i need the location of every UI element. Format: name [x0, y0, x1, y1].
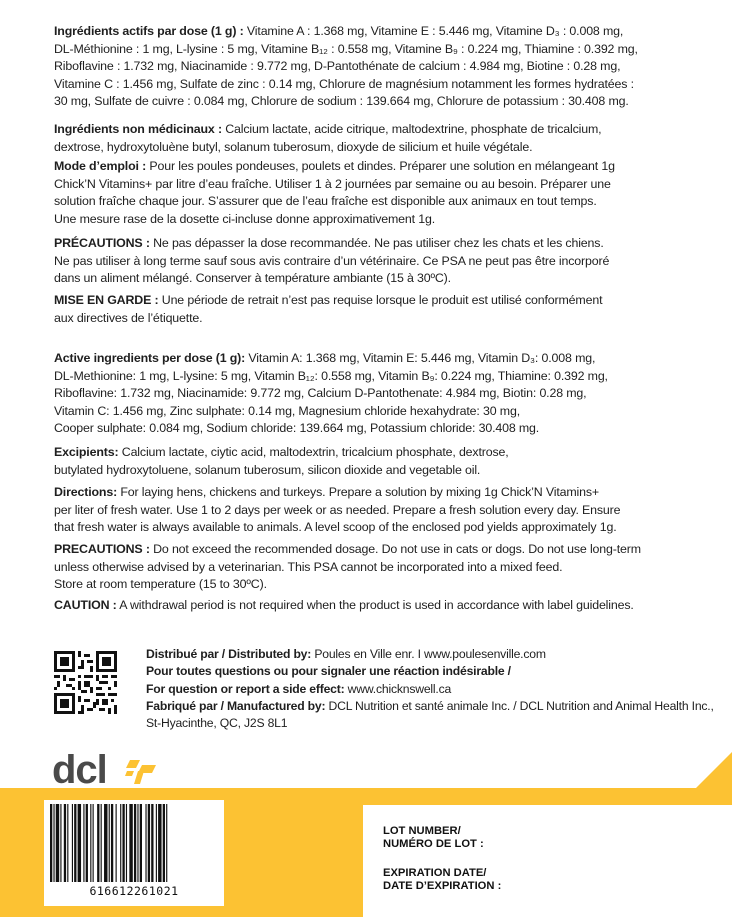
distribution-info	[146, 646, 721, 732]
dcl-logo-text: dcl	[52, 748, 107, 792]
en-dir-line-1: For laying hens, chickens and turkeys. Prepare a solution by mixing 1g Chick’N Vitamins+	[120, 485, 600, 499]
barcode-bar	[137, 804, 138, 882]
barcode-bar	[145, 804, 146, 882]
en-caut-line-1: A withdrawal period is not required when the product is used in accordance with label guidelines.	[119, 598, 634, 612]
barcode-bar	[90, 804, 91, 882]
fr-mise-label: MISE EN GARDE :	[54, 293, 159, 307]
barcode-bar	[50, 804, 52, 882]
fr-mode-line-1: Pour les poules pondeuses, poulets et dindes. Préparer une solution en mélangeant 1g	[149, 159, 615, 173]
en-prec-line-2: unless otherwise advised by a veterinarian. This PSA cannot be incorporated into a mixed feed.	[54, 559, 563, 574]
en-active-line-3: Riboflavine: 1.732 mg, Niacinamide: 9.772 mg, Calcium D-Pantothenate: 4.984 mg, Biotin: 0.28 mg,	[54, 386, 587, 401]
barcode-bar	[56, 804, 59, 882]
en-active-line-1: Vitamin A: 1.368 mg, Vitamin E: 5.446 mg, Vitamin D₃: 0.008 mg,	[248, 351, 596, 365]
fr-mode-line-4: Une mesure rase de la dosette ci-incluse donne approximativement 1g.	[54, 211, 436, 226]
fr-active-line-3: Riboflavine : 1.732 mg, Niacinamide : 9.772 mg, D-Pantothénate de calcium : 4.984 mg, Biotine : 0.28 mg,	[54, 59, 621, 74]
fr-active-line-5: 30 mg, Sulfate de cuivre : 0.084 mg, Chlorure de sodium : 139.664 mg, Chlorure de potassium : 30.408 mg.	[54, 94, 629, 109]
barcode-bar	[60, 804, 61, 882]
question-en-label: For question or report a side effect:	[146, 681, 345, 696]
en-excipients	[54, 444, 674, 479]
lot-number-label-fr: NUMÉRO DE LOT :	[383, 838, 484, 850]
barcode-bar	[93, 804, 94, 882]
barcode-bar	[78, 804, 81, 882]
fr-prec-line-1: Ne pas dépasser la dose recommandée. Ne pas utiliser chez les chats et les chiens.	[153, 236, 604, 250]
fr-mode-line-2: Chick’N Vitamins+ par litre d’eau fraîche. Utiliser 1 à 2 journées par semaine ou au besoin. Préparer une	[54, 176, 611, 191]
barcode-bar	[120, 804, 121, 882]
barcode-bars	[44, 800, 224, 884]
en-dir-line-2: per liter of fresh water. Use 1 to 2 days per week or as needed. Prepare a fresh solution every day. Ensure	[54, 502, 621, 517]
lot-expiry-box	[363, 805, 732, 917]
barcode-bar	[101, 804, 102, 882]
question-en-link[interactable]: www.chicknswell.ca	[347, 681, 452, 696]
fr-mode-line-3: solution fraîche chaque jour. S’assurer que de l’eau fraîche est disponible aux animaux en tout temps.	[54, 194, 597, 209]
manufactured-by-value: DCL Nutrition et santé animale Inc. / DCL Nutrition and Animal Health Inc.,	[328, 698, 714, 713]
distributed-by-value[interactable]: Poules en Ville enr. I www.poulesenville.com	[314, 647, 546, 661]
en-excip-line-2: butylated hydroxytoluene, solanum tuberosum, silicon dioxide and vegetable oil.	[54, 462, 481, 477]
en-active-ingredients	[54, 350, 674, 438]
manufactured-by-label: Fabriqué par / Manufactured by:	[146, 698, 326, 713]
fr-nonmed-line-1: Calcium lactate, acide citrique, maltodextrine, phosphate de tricalcium,	[225, 122, 602, 136]
barcode-bar	[53, 804, 54, 882]
fr-active-line-1: Vitamine A : 1.368 mg, Vitamine E : 5.446 mg, Vitamine D₃ : 0.008 mg,	[246, 24, 624, 38]
barcode-bar	[140, 804, 142, 882]
en-precautions	[54, 541, 674, 594]
en-prec-label: PRECAUTIONS :	[54, 542, 150, 556]
en-dir-label: Directions:	[54, 485, 118, 499]
question-fr: Pour toutes questions ou pour signaler une réaction indésirable /	[146, 664, 511, 679]
en-excip-line-1: Calcium lactate, ciytic acid, maltodextrin, tricalcium phosphate, dextrose,	[121, 445, 509, 459]
qr-code-icon[interactable]	[54, 651, 117, 714]
fr-prec-line-2: Ne pas utiliser à long terme sauf sous avis contraire d’un vétérinaire. Ce PSA ne peut pas être incorporé	[54, 253, 610, 268]
barcode-bar	[97, 804, 99, 882]
barcode-bar	[148, 804, 150, 882]
barcode-bar	[129, 804, 132, 882]
fr-directions	[54, 158, 674, 228]
en-dir-line-3: that fresh water is always available to animals. A level scoop of the enclosed pod yields approximately 1g.	[54, 520, 617, 535]
barcode-bar	[166, 804, 167, 882]
barcode-bar	[109, 804, 110, 882]
barcode-bar	[163, 804, 165, 882]
barcode-bar	[134, 804, 136, 882]
barcode-bar	[104, 804, 107, 882]
en-active-line-4: Vitamin C: 1.456 mg, Zinc sulphate: 0.14 mg, Magnesium chloride hexahydrate: 30 mg,	[54, 403, 520, 418]
barcode-bar	[86, 804, 88, 882]
fr-nonmed-label: Ingrédients non médicinaux :	[54, 122, 222, 136]
fr-prec-line-3: dans un aliment mélangé. Conserver à température ambiante (15 à 30ºC).	[54, 271, 451, 286]
barcode-bar	[158, 804, 161, 882]
en-caution	[54, 597, 674, 615]
dcl-plus-mark-icon	[122, 756, 162, 786]
manufacturer-address: St-Hyacinthe, QC, J2S 8L1	[146, 716, 288, 731]
expiration-label-en: EXPIRATION DATE/	[383, 867, 487, 879]
barcode-bar	[122, 804, 124, 882]
fr-prec-label: PRÉCAUTIONS :	[54, 236, 150, 250]
en-prec-line-3: Store at room temperature (15 to 30ºC).	[54, 577, 267, 592]
en-directions	[54, 484, 674, 537]
fr-mise-line-2: aux directives de l’étiquette.	[54, 310, 203, 325]
barcode-bar	[67, 804, 68, 882]
fr-active-line-2: DL-Méthionine : 1 mg, L-lysine : 5 mg, Vitamine B₁₂ : 0.558 mg, Vitamine B₉ : 0.224 mg, Thiamine : 0.392 mg,	[54, 41, 638, 56]
barcode-bar	[74, 804, 76, 882]
barcode-bar	[111, 804, 113, 882]
fr-mode-label: Mode d’emploi :	[54, 159, 147, 173]
barcode-bar	[116, 804, 117, 882]
fr-precautions	[54, 235, 674, 288]
barcode-bar	[83, 804, 84, 882]
lot-number-label-en: LOT NUMBER/	[383, 825, 461, 837]
en-active-label: Active ingredients per dose (1 g):	[54, 351, 246, 365]
en-prec-line-1: Do not exceed the recommended dosage. Do not use in cats or dogs. Do not use long-term	[153, 542, 641, 556]
fr-active-label: Ingrédients actifs par dose (1 g) :	[54, 24, 244, 38]
en-active-line-5: Cooper sulphate: 0.084 mg, Sodium chloride: 139.664 mg, Potassium chloride: 30.408 mg.	[54, 421, 540, 436]
dcl-logo	[52, 750, 107, 790]
fr-nonmed-line-2: dextrose, hydroxytoluène butyl, solanum tuberosum, dioxyde de silicium et huile végétale.	[54, 139, 533, 154]
fr-active-line-4: Vitamine C : 1.456 mg, Sulfate de zinc : 0.14 mg, Chlorure de magnésium notamment les formes hydratées :	[54, 76, 634, 91]
barcode	[44, 800, 224, 906]
barcode-number: 616612261021	[89, 884, 179, 898]
en-caut-label: CAUTION :	[54, 598, 117, 612]
en-active-line-2: DL-Methionine: 1 mg, L-lysine: 5 mg, Vitamin B₁₂: 0.558 mg, Vitamin B₉: 0.224 mg, Thiamine: 0.392 mg,	[54, 368, 608, 383]
barcode-bar	[72, 804, 73, 882]
expiration-label-fr: DATE D’EXPIRATION :	[383, 880, 502, 892]
en-excip-label: Excipients:	[54, 445, 119, 459]
barcode-bar	[156, 804, 157, 882]
yellow-corner-accent	[696, 752, 732, 788]
barcode-bar	[126, 804, 127, 882]
distributed-by-label: Distribué par / Distributed by:	[146, 647, 312, 661]
fr-mise-line-1: Une période de retrait n’est pas requise lorsque le produit est utilisé conformément	[161, 293, 603, 307]
barcode-bar	[151, 804, 153, 882]
barcode-bar	[64, 804, 66, 882]
fr-active-ingredients	[54, 23, 674, 111]
fr-non-medicinal	[54, 121, 674, 156]
fr-caution	[54, 292, 674, 327]
